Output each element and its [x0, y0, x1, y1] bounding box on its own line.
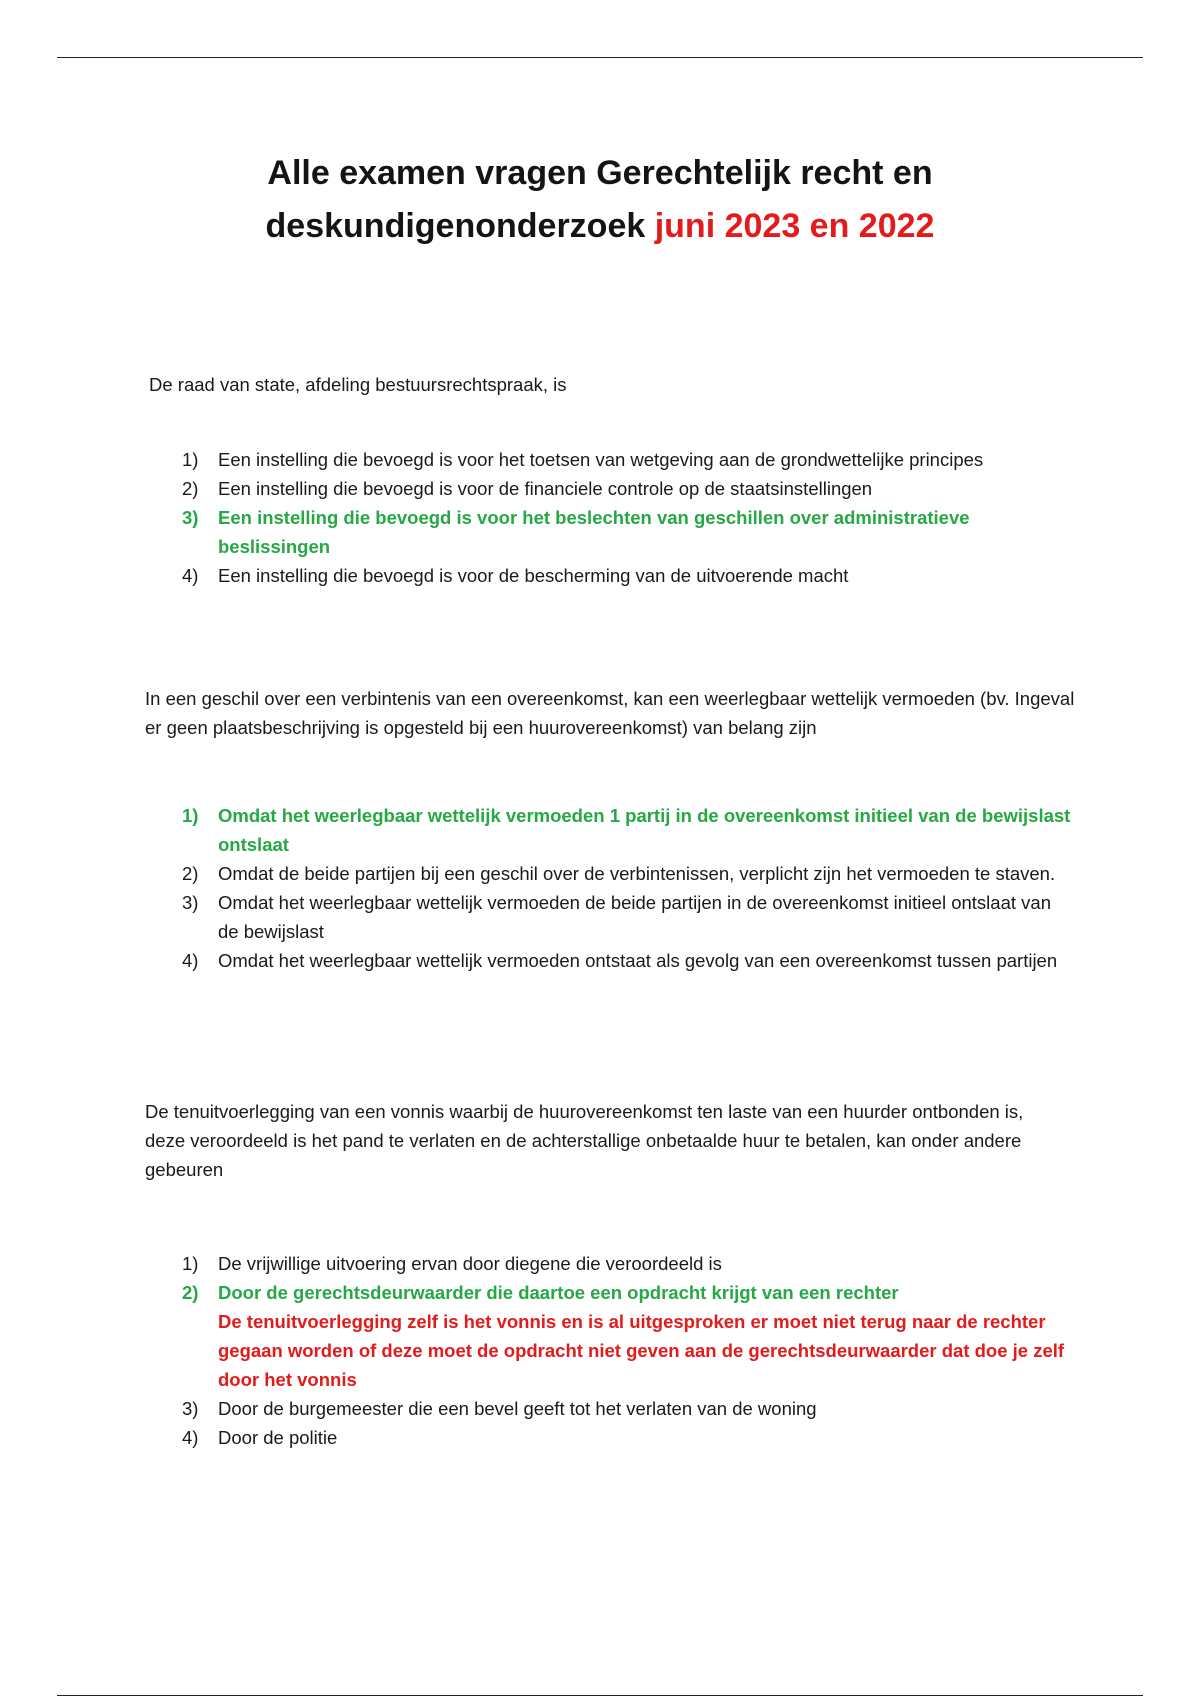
option-item: 2) Omdat de beide partijen bij een geschil over de verbintenissen, verplicht zijn het vermoeden te staven.	[182, 863, 1056, 884]
option-item: 4) Omdat het weerlegbaar wettelijk vermoeden ontstaat als gevolg van een overeenkomst tussen partijen	[182, 950, 1058, 971]
option-item-correct: 3) Een instelling die bevoegd is voor het beslechten van geschillen over administratieve beslissingen	[182, 507, 970, 557]
option-item-correct: 1) Omdat het weerlegbaar wettelijk vermoeden 1 partij in de overeenkomst initieel van de bewijslast ontslaat	[182, 805, 1071, 855]
option-item: 4) Een instelling die bevoegd is voor de bescherming van de uitvoerende macht	[182, 565, 849, 586]
title-line-2	[0, 200, 1200, 253]
option-item: 1) De vrijwillige uitvoering ervan door diegene die veroordeeld is	[182, 1253, 722, 1274]
title-line-2-red: juni 2023 en 2022	[654, 207, 935, 245]
question-2-options	[175, 801, 1075, 975]
option-item: 3) Door de burgemeester die een bevel geeft tot het verlaten van de woning	[182, 1398, 817, 1419]
option-item: 3) Omdat het weerlegbaar wettelijk vermoeden de beide partijen in de overeenkomst initieel ontslaat van de bewijslast	[182, 892, 1051, 942]
option-item-correct: 2) Door de gerechtsdeurwaarder die daartoe een opdracht krijgt van een rechter De tenuitvoerlegging zelf is het vonnis en is al uitgesproken er moet niet terug naar de rechter gegaan worden of deze moet de opdracht niet geven aan de gerechtsdeurwaarder dat doe je zelf door het vonnis	[175, 1278, 1075, 1394]
top-rule	[57, 57, 1143, 58]
option-item: 4) Door de politie	[182, 1427, 338, 1448]
question-3-options	[175, 1249, 1075, 1452]
question-1-options	[175, 445, 1075, 590]
question-2-text: In een geschil over een verbintenis van een overeenkomst, kan een weerlegbaar wettelijk vermoeden (bv. Ingeval er geen plaatsbeschrijving is opgesteld bij een huurovereenkomst) van belang zijn	[145, 688, 1075, 738]
title-line-1: Alle examen vragen Gerechtelijk recht en	[267, 154, 933, 192]
bottom-rule	[57, 1695, 1143, 1696]
document-title	[0, 147, 1200, 253]
question-1-text: De raad van state, afdeling bestuursrechtspraak, is	[149, 374, 567, 395]
option-item: 2) Een instelling die bevoegd is voor de financiele controle op de staatsinstellingen	[182, 478, 873, 499]
title-line-2-black: deskundigenonderzoek	[265, 207, 655, 245]
option-item: 1) Een instelling die bevoegd is voor het toetsen van wetgeving aan de grondwettelijke principes	[182, 449, 984, 470]
question-3-text: De tenuitvoerlegging van een vonnis waarbij de huurovereenkomst ten laste van een huurder ontbonden is, deze veroordeeld is het pand te verlaten en de achterstallige onbetaalde huur te betalen, kan onder andere gebeuren	[145, 1101, 1024, 1180]
answer-note: De tenuitvoerlegging zelf is het vonnis en is al uitgesproken er moet niet terug naar de rechter gegaan worden of deze moet de opdracht niet geven aan de gerechtsdeurwaarder dat doe je zelf door het vonnis	[218, 1311, 1065, 1390]
